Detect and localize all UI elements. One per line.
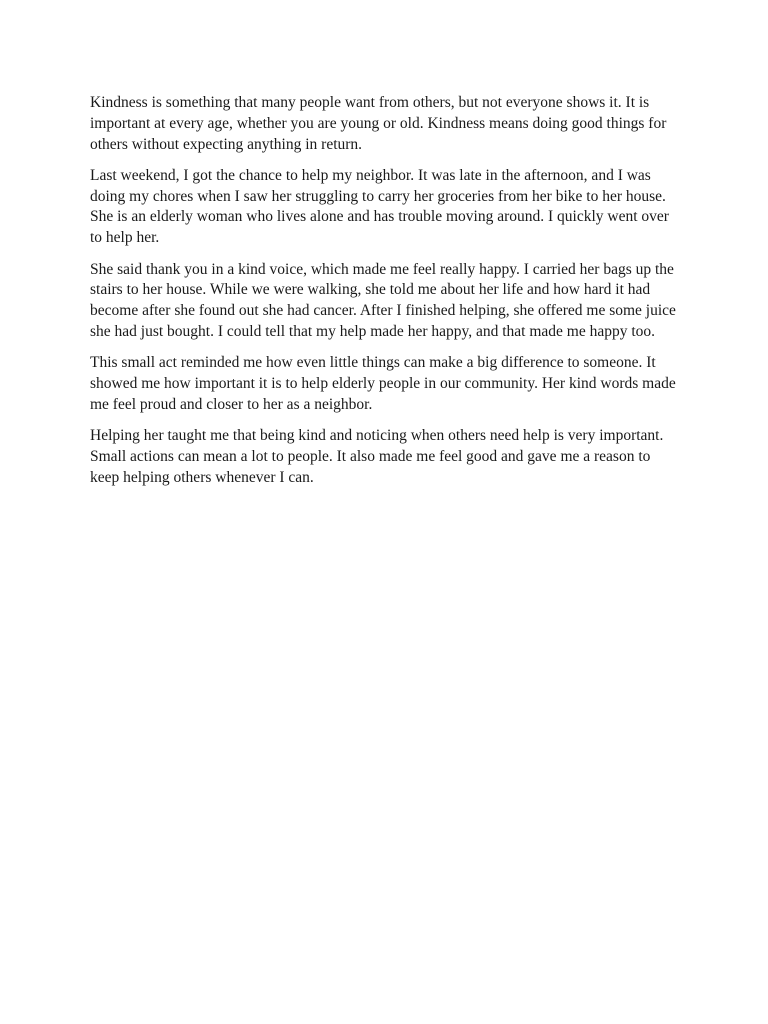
paragraph-intro: Kindness is something that many people want from others, but not everyone shows it. It is important at every age, whether you are young or old. Kindness means doing good things for others without expecting anything in return. [90, 94, 667, 153]
paragraph-conclusion: Helping her taught me that being kind and noticing when others need help is very important. Small actions can mean a lot to people. It also made me feel good and gave me a reason to keep helping others whenever I can. [90, 427, 664, 486]
paragraph-neighbor: Last weekend, I got the chance to help my neighbor. It was late in the afternoon, and I was doing my chores when I saw her struggling to carry her groceries from her bike to her house. She is an elderly woman who lives alone and has trouble moving around. I quickly went over to help her. [90, 166, 669, 247]
document-body [90, 93, 682, 499]
paragraph-helping: She said thank you in a kind voice, which made me feel really happy. I carried her bags up the stairs to her house. While we were walking, she told me about her life and how hard it had become after she found out she had cancer. After I finished helping, she offered me some juice she had just bought. I could tell that my help made her happy, and that made me happy too. [90, 260, 676, 340]
paragraph-reflection: This small act reminded me how even little things can make a big difference to someone. It showed me how important it is to help elderly people in our community. Her kind words made me feel proud and closer to her as a neighbor. [90, 354, 676, 413]
